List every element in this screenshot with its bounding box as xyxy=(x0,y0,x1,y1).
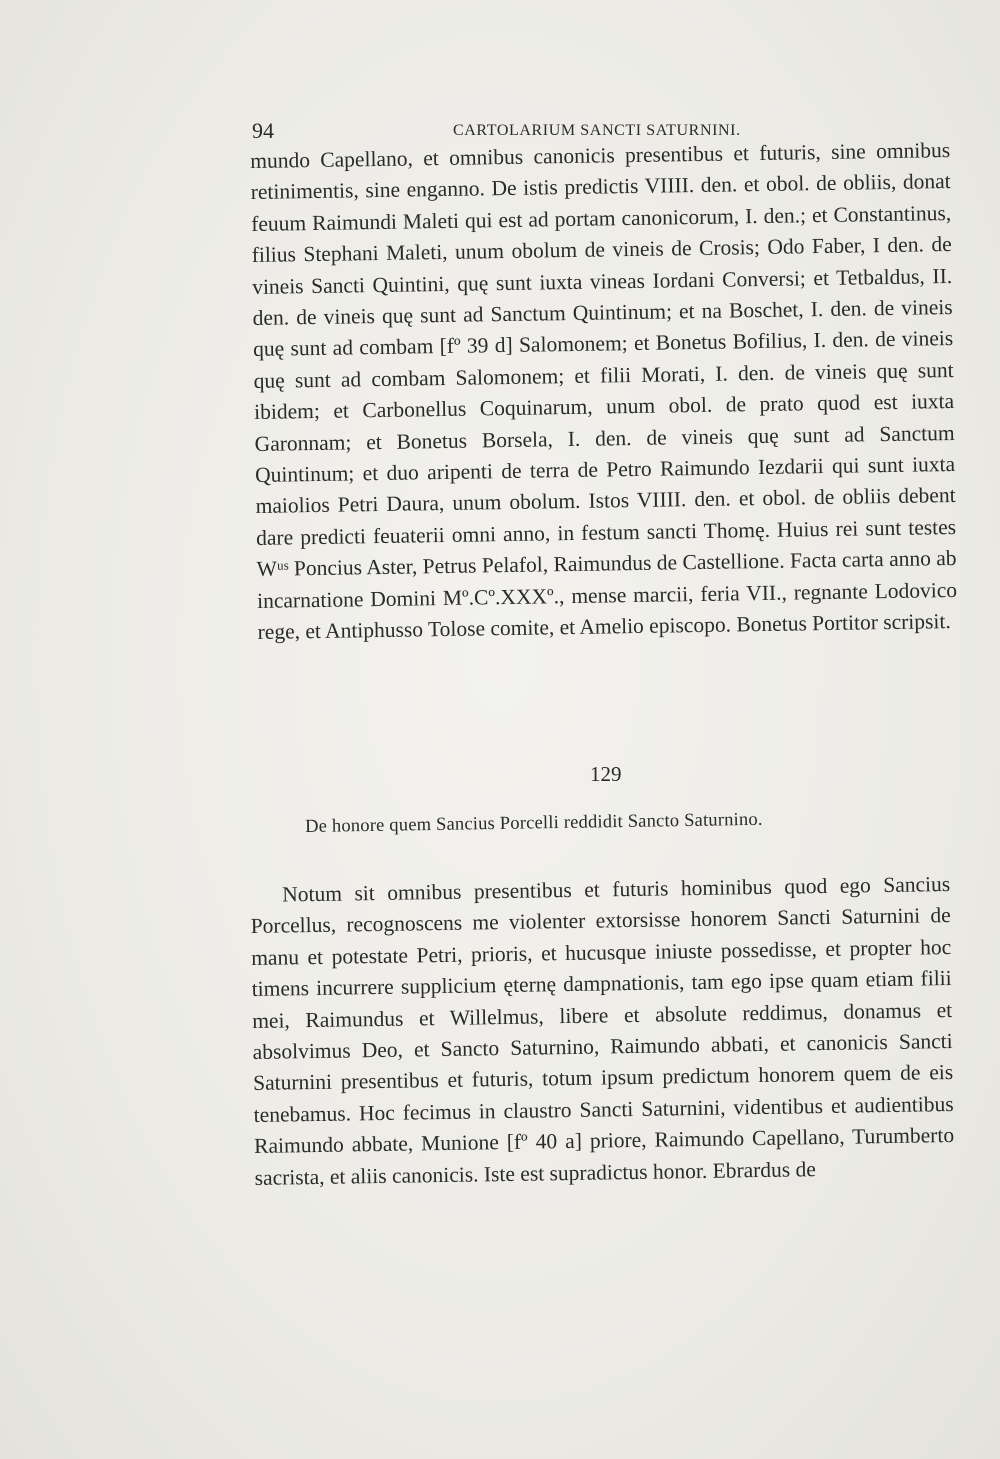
continued-paragraph: mundo Capellano, et omnibus canonicis presentibus et futuris, sine omnibus retinimentis, sine enganno. De istis predictis VIIII. den. et obol. de obliis, donat feuum Raimundi Maleti qui est ad portam canonicorum, I. den.; et Constantinus, filius Stephani Maleti, unum obolum de vineis de Crosis; Odo Faber, I den. de vineis Sancti Quintini, quę sunt iuxta vineas Iordani Conversi; et Tetbaldus, II. den. de vineis quę sunt ad Sanctum Quintinum; et na Boschet, I. den. de vineis quę sunt ad combam [fº 39 d] Salomonem; et Bonetus Bofilius, I. den. de vineis quę sunt ad combam Salomonem; et filii Morati, I. den. de vineis quę sunt ibidem; et Carbonellus Coquinarum, unum obol. de prato quod est iuxta Garonnam; et Bonetus Borsela, I. den. de vineis quę sunt ad Sanctum Quintinum; et duo aripenti de terra de Petro Raimundo Iezdarii qui sunt iuxta maiolios Petri Daura, unum obolum. Istos VIIII. den. et obol. de obliis debent dare predicti feuaterii omni anno, in festum sancti Thomę. Huius rei sunt testes Wᵘˢ Poncius Aster, Petrus Pelafol, Raimundus de Castellione. Facta carta anno ab incarnatione Domini Mº.Cº.XXXº., mense marcii, feria VII., regnante Lodovico rege, et Antiphusso Tolose comite, et Amelio episcopo. Bonetus Portitor scripsit. xyxy=(250,138,958,645)
charter-number: 129 xyxy=(590,762,622,786)
charter-title: De honore quem Sancius Porcelli reddidit Sancto Saturnino. xyxy=(305,809,763,837)
charter-paragraph: Notum sit omnibus presentibus et futuris hominibus quod ego Sancius Porcellus, recognoscens me violenter extorsisse honorem Sancti Saturnini de manu et potestate Petri, prioris, et hucusque iniuste possedisse, et propter hoc timens incurrere supplicium ęternę dampnationis, tam ego ipse quam etiam filii mei, Raimundus et Willelmus, libere et absolute reddimus, donamus et absolvimus Deo, et Sancto Saturnino, Raimundo abbati, et canonicis Sancti Saturnini presentibus et futuris, totum ipsum predictum honorem quem de eis tenebamus. Hoc fecimus in claustro Sancti Saturnini, videntibus et audientibus Raimundo abbate, Munione [fº 40 a] priore, Raimundo Capellano, Turumberto sacrista, et aliis canonicis. Iste est supradictus honor. Ebrardus de xyxy=(250,872,955,1190)
running-head: CARTOLARIUM SANCTI SATURNINI. xyxy=(453,122,741,139)
charter-body xyxy=(250,869,955,1194)
continued-charter-text xyxy=(250,135,958,648)
page-number: 94 xyxy=(252,118,274,143)
